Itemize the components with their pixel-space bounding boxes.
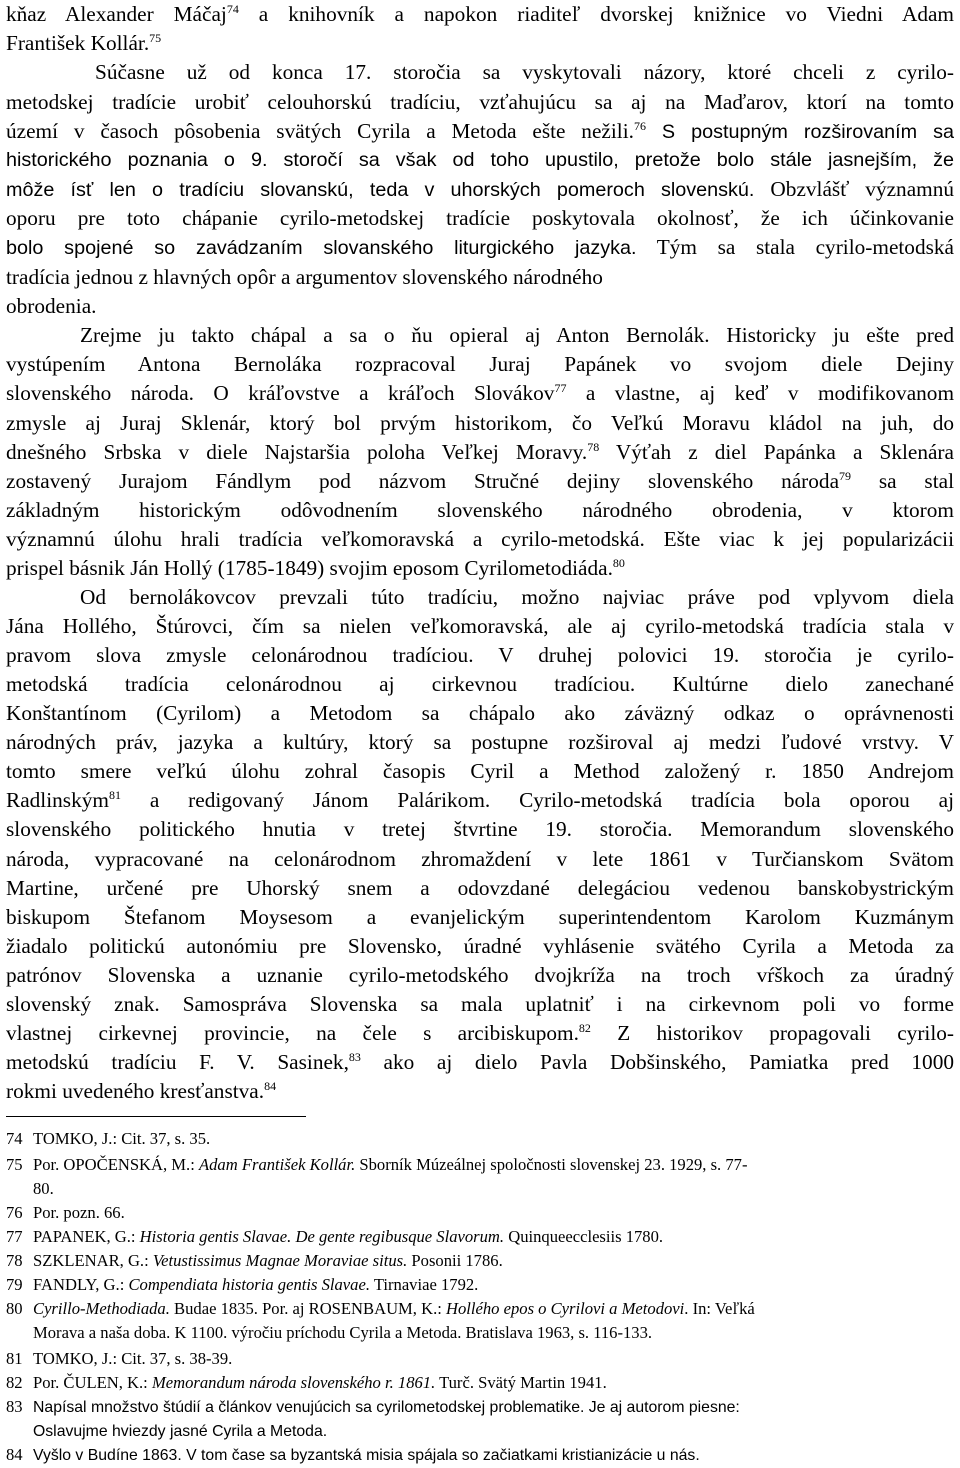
paragraph-start: Zrejme ju takto chápal a sa o ňu opieral aj Anton Bernolák. Historicky ju ešte pred [80,323,954,347]
body-line: bolo spojené so zavádzaním slovanského liturgického jazyka. Tým sa stala cyrilo-metodská [6,235,954,259]
body-line: významnú úlohu hrali tradícia veľkomoravská a cyrilo-metodská. Ešte viac k jej popularizácii [6,527,954,551]
body-line: kňaz Alexander Máčaj$^{74}$ a knihovník a napokon riaditeľ dvorskej knižnice vo Viedni Adam [6,2,954,26]
body-line: metodskej tradície urobiť celouhorskú tradíciu, vzťahujúcu sa aj na Maďarov, ktorí na tomto [6,90,954,114]
footnote-ref[interactable]: 81 [108,788,121,802]
footnote: 76 Por. pozn. 66. [6,1203,125,1222]
body-line: zmysle aj Juraj Sklenár, ktorý bol prvým historikom, čo Veľkú Moravu kládol na juh, do [6,411,954,435]
paragraph-start: Súčasne už od konca 17. storočia sa vyskytovali názory, ktoré chceli z cyrilo- [95,60,954,84]
body-line: metodskú tradíciu F. V. Sasinek,$^{83}$ ako aj dielo Pavla Dobšinského, Pamiatka pred 1000 [6,1050,954,1074]
footnote: 75 Por. OPOČENSKÁ, M.: Adam František Kollár. Sborník Múzeálnej spoločnosti slovenskej 23. 1929, s. 77- [6,1155,748,1174]
body-line: metodská tradícia celonárodnou aj cirkevnou tradíciou. Kultúrne dielo zanechané [6,672,954,696]
body-line: národa, vypracované na celonárodnom zhromaždení v lete 1861 v Turčianskom Svätom [6,847,954,871]
footnote-ref[interactable]: 75 [149,31,162,45]
footnote-ref[interactable]: 77 [554,381,567,395]
footnote: 84 Vyšlo v Budíne 1863. V tom čase sa byzantská misia spájala so začiatkami kristianizácie u nás. [6,1445,700,1464]
body-line: môže ísť len o tradíciu slovanskú, teda v uhorských pomeroch slovenskú. Obzvlášť významnú [6,177,955,201]
footnote: 81 TOMKO, J.: Cit. 37, s. 38-39. [6,1349,233,1368]
footnote-ref[interactable]: 82 [578,1021,591,1035]
footnote-ref[interactable]: 79 [839,469,852,483]
body-line: zostavený Jurajom Fándlym pod názvom Stručné dejiny slovenského národa$^{79}$ sa stal [6,469,955,493]
body-line: vystúpením Antona Bernoláka rozpracoval Juraj Papánek vo svojom diele Dejiny [6,352,954,376]
footnote: 83 Napísal množstvo štúdií a článkov venujúcich sa cyrilometodskej problematike. Je aj autorom piesne: [6,1397,740,1416]
body-line: rokmi uvedeného kresťanstva.$^{84}$ [6,1079,277,1103]
footnote-ref[interactable]: 78 [587,440,600,454]
body-line: Radlinským$^{81}$ a redigovaný Jánom Palárikom. Cyrilo-metodská tradícia bola oporou aj [6,788,954,812]
body-line: základným historickým odôvodnením slovenského národného obrodenia, v ktorom [6,498,954,522]
footnote-continuation: 80. [33,1179,54,1198]
body-line: Jána Hollého, Štúrovci, čím sa nielen veľkomoravská, ale aj cyrilo-metodská tradícia stala v [6,614,954,638]
footnote-ref[interactable]: 83 [348,1050,361,1064]
body-line: obrodenia. [6,294,97,318]
body-line: biskupom Štefanom Moysesom a evanjelickým superintendentom Karolom Kuzmánym [6,905,954,929]
footnote-ref[interactable]: 84 [264,1079,277,1093]
footnote-continuation: Morava a naša doba. K 1100. výročiu príchodu Cyrila a Metoda. Bratislava 1963, s. 116-133. [33,1323,653,1342]
footnote: 80 Cyrillo-Methodiada. Budae 1835. Por. aj ROSENBAUM, K.: Hollého epos o Cyrilovi a Metodovi. In: Veľká [6,1299,755,1318]
body-line: žiadalo politickú autonómiu pre Slovensko, úradné vyhlásenie svätého Cyrila a Metoda za [6,934,954,958]
body-line: tradícia jednou z hlavných opôr a argumentov slovenského národného [6,265,603,289]
body-line: slovenský znak. Samospráva Slovenska sa mala uplatniť i na cirkevnom poli vo forme [6,992,954,1016]
body-line: slovenského národa. O kráľovstve a kráľoch Slovákov$^{77}$ a vlastne, aj keď v modifikovanom [6,381,955,405]
footnote-continuation: Oslavujme hviezdy jasné Cyrila a Metoda. [33,1423,328,1440]
footnote-separator [6,1116,306,1117]
footnote: 82 Por. ČULEN, K.: Memorandum národa slovenského r. 1861. Turč. Svätý Martin 1941. [6,1373,607,1392]
footnote-ref[interactable]: 76 [633,119,646,133]
footnote-ref[interactable]: 80 [612,556,625,570]
footnote: 79 FANDLY, G.: Compendiata historia gentis Slavae. Tirnaviae 1792. [6,1275,479,1294]
body-line: František Kollár.$^{75}$ [6,31,162,55]
body-line: dnešného Srbska v diele Najstaršia poloha Veľkej Moravy.$^{78}$ Výťah z diel Papánka a Sklenára [6,440,954,464]
body-line: slovenského politického hnutia v tretej štvrtine 19. storočia. Memorandum slovenského [6,817,954,841]
footnote-ref[interactable]: 74 [226,2,239,16]
body-line: národných práv, jazyka a kultúry, ktorý sa postupne rozširoval aj medzi ľudové vrstvy. V [6,730,954,754]
body-line: tomto smere veľkú úlohu zohral časopis Cyril a Method založený r. 1850 Andrejom [6,759,954,783]
body-line: oporu pre toto chápanie cyrilo-metodskej tradície poskytovala okolnosť, že ich účinkovanie [6,206,954,230]
body-line: vlastnej cirkevnej provincie, na čele s arcibiskupom.$^{82}$ Z historikov propagovali cyrilo- [6,1021,954,1045]
footnote: 74 TOMKO, J.: Cit. 37, s. 35. [6,1129,211,1148]
body-line: patrónov Slovenska a uznanie cyrilo-metodského dvojkríža na troch vŕškoch za úradný [6,963,954,987]
paragraph-start: Od bernolákovcov prevzali túto tradíciu, možno najviac práve pod vplyvom diela [80,585,954,609]
body-line: území v časoch pôsobenia svätých Cyrila a Metoda ešte nežili.$^{76}$ S postupným rozširovaním sa [6,119,954,143]
body-line: Konštantínom (Cyrilom) a Metodom sa chápalo ako záväzný odkaz o oprávnenosti [6,701,954,725]
body-line: Martine, určené pre Uhorský snem a odovzdané delegáciou vedenou banskobystrickým [6,876,954,900]
body-line: prispel básnik Ján Hollý (1785-1849) svojim eposom Cyrilometodiáda.$^{80}$ [6,556,625,580]
footnote: 77 PAPANEK, G.: Historia gentis Slavae. De gente regibusque Slavorum. Quinqueecclesiis 1780. [6,1227,664,1246]
footnote: 78 SZKLENAR, G.: Vetustissimus Magnae Moraviae situs. Posonii 1786. [6,1251,503,1270]
body-line: historického poznania o 9. storočí sa však od toho upustilo, pretože bolo stále jasnejším, že [6,149,954,171]
body-line: pravom slova zmysle celonárodnou tradíciou. V druhej polovici 19. storočia je cyrilo- [6,643,954,667]
